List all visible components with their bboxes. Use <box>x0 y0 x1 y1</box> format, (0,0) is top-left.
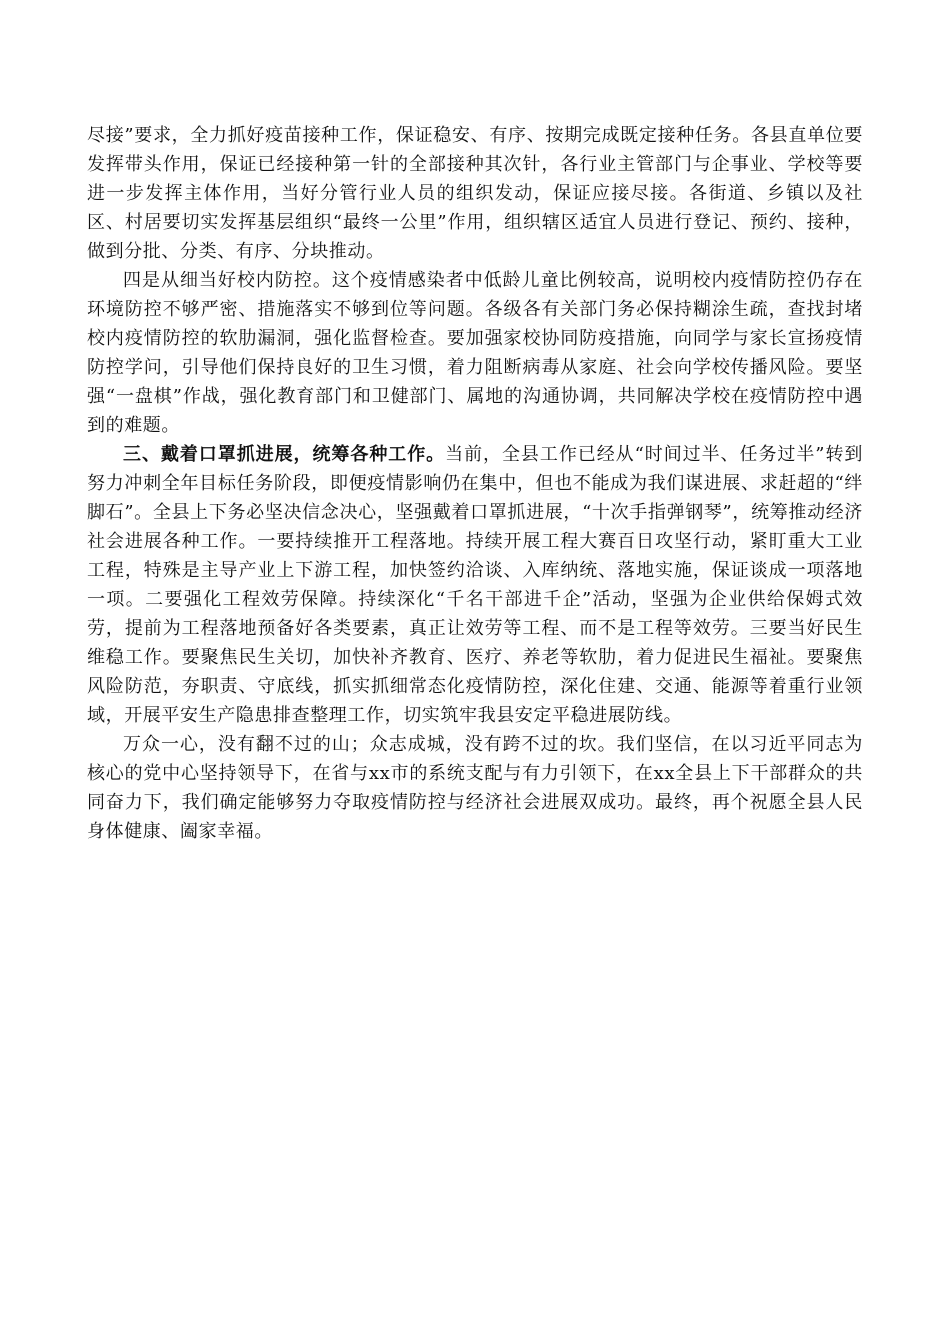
paragraph-text: 四是从细当好校内防控。这个疫情感染者中低龄儿童比例较高，说明校内疫情防控仍存在环境防控不够严密、措施落实不够到位等问题。各级各有关部门务必保持糊涂生疏，查找封堵校内疫情防控的软肋漏洞，强化监督检查。要加强家校协同防疫措施，向同学与家长宣扬疫情防控学问，引导他们保持良好的卫生习惯，着力阻断病毒从家庭、社会向学校传播风险。要坚强“一盘棋”作战，强化教育部门和卫健部门、属地的沟通协调，共同解决学校在疫情防控中遇到的难题。 <box>87 270 863 436</box>
paragraph-section-three <box>87 440 863 730</box>
paragraph-vaccination <box>87 121 863 266</box>
paragraph-text: 万众一心，没有翻不过的山；众志成城，没有跨不过的坎。我们坚信，在以习近平同志为核心的党中心坚持领导下，在省与xx市的系统支配与有力引领下，在xx全县上下干部群众的共同奋力下，我们确定能够努力夺取疫情防控与经济社会进展双成功。最终，再个祝愿全县人民身体健康、阖家幸福。 <box>87 734 863 842</box>
paragraph-school-prevention <box>87 266 863 440</box>
paragraph-closing <box>87 730 863 846</box>
document-body <box>87 121 863 846</box>
paragraph-text: 当前，全县工作已经从“时间过半、任务过半”转到努力冲刺全年目标任务阶段，即便疫情影响仍在集中，但也不能成为我们谋进展、求赶超的“绊脚石”。全县上下务必坚决信念决心，坚强戴着口罩抓进展，“十次手指弹钢琴”，统筹推动经济社会进展各种工作。一要持续推开工程落地。持续开展工程大赛百日攻坚行动，紧盯重大工业工程，特殊是主导产业上下游工程，加快签约洽谈、入库纳统、落地实施，保证谈成一项落地一项。二要强化工程效劳保障。持续深化“千名干部进千企”活动，坚强为企业供给保姆式效劳，提前为工程落地预备好各类要素，真正让效劳等工程、而不是工程等效劳。三要当好民生维稳工作。要聚焦民生关切，加快补齐教育、医疗、养老等软肋，着力促进民生福祉。要聚焦风险防范，夯职责、守底线，抓实抓细常态化疫情防控，深化住建、交通、能源等着重行业领域，开展平安生产隐患排查整理工作，切实筑牢我县安定平稳进展防线。 <box>87 444 863 726</box>
section-heading: 三、戴着口罩抓进展，统筹各种工作。 <box>123 444 446 465</box>
paragraph-text: 尽接”要求，全力抓好疫苗接种工作，保证稳安、有序、按期完成既定接种任务。各县直单位要发挥带头作用，保证已经接种第一针的全部接种其次针，各行业主管部门与企事业、学校等要进一步发挥主体作用，当好分管行业人员的组织发动，保证应接尽接。各街道、乡镇以及社区、村居要切实发挥基层组织“最终一公里”作用，组织辖区适宜人员进行登记、预约、接种，做到分批、分类、有序、分块推动。 <box>87 125 863 262</box>
